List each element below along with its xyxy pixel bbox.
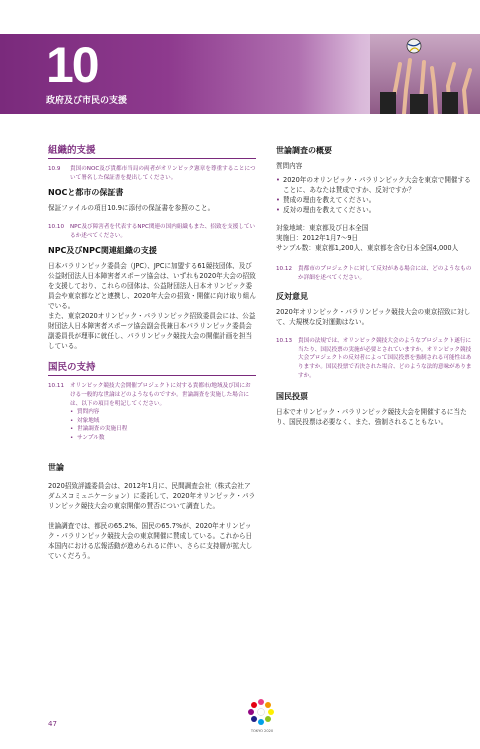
question-number: 10.9 [48,166,61,172]
heading-opposition: 反対意見 [276,292,308,302]
question-text: 貴国のNOC及び貴都市当局の両者がオリンピック憲章を尊重することについて署名した保証書を提出してください。 [70,166,256,181]
chapter-title: 政府及び市民の支援 [46,96,128,106]
survey-area: 対象地域：東京都及び日本全国 [276,224,369,232]
question-text: 貴都市のプロジェクトに対して反対がある場合には、どのようなものか詳細を述べてください。 [298,266,472,281]
list-item: • 2020年のオリンピック・パラリンピック大会を東京で開催することに、あなたは賛成ですか、反対ですか？ [276,175,476,195]
chapter-number: 10 [46,37,98,93]
question-number: 10.10 [48,224,65,231]
heading-npc-support: NPC及びNPC関連組織の支援 [48,246,157,256]
volleyball-photo [370,34,480,114]
list-item: • 賛成の理由を教えてください。 [276,195,476,205]
question-10-10 [48,223,256,240]
list-item: • サンプル数 [70,434,256,443]
section-heading-organizational-support: 組織的支援 [48,146,256,159]
body-paragraph: 保証ファイルの項目10.9に添付の保証書を参照のこと。 [48,204,215,213]
question-text: NPC及び障害者を代表するNPC関連の国内組織もまた、招致を支援しているか述べてください。 [70,224,256,239]
question-number: 10.11 [48,383,65,390]
section-heading-public-support: 国民の支持 [48,363,256,376]
list-item: • 反対の理由を教えてください。 [276,205,476,215]
question-text: 貴国の法規では、オリンピック競技大会のようなプロジェクト遂行に当たり、国民投票の実施が必要とされていますか。オリンピック競技大会プロジェクトの反対者によって国民投票を強制される可能性はありますか。国民投票で否決された場合、どのような法的意味がありますか。 [298,338,472,379]
page-number: 47 [48,720,57,728]
body-paragraph: また、東京2020オリンピック・パラリンピック招致委員会には、公益財団法人日本障害者スポーツ協会副会長兼日本パラリンピック委員会副委員長が理事に就任し、パラリンピック競技大会の開催計画を担当している。 [48,312,256,351]
body-paragraph: 2020招致評議委員会は、2012年1月に、民間調査会社（株式会社アダムスコミュニケーション）に委託して、2020年オリンピック・パラリンピック競技大会の東京開催の賛否について調査した。 [48,481,256,510]
body-paragraph: 日本でオリンピック・パラリンピック競技大会を開催するに当たり、国民投票は必要なく、また、強制されることもない。 [276,408,467,427]
survey-details [276,223,476,253]
list-item: • 世論調査の実施日程 [70,425,256,434]
question-number: 10.13 [276,338,293,345]
heading-public-opinion: 世論 [48,462,64,472]
logo-text: TOKYO 2020 [250,729,274,733]
body-paragraph: 世論調査では、都民の65.2%、国民の65.7%が、2020年オリンピック・パラリンピック競技大会の東京開催に賛成している。これから日本国内における広報活動が進められるに伴い、さらに支持層が拡大していくだろう。 [48,521,253,560]
heading-survey-overview: 世論調査の概要 [276,146,332,155]
heading-referendum: 国民投票 [276,392,308,402]
chapter-header [0,34,480,114]
list-item: • 対象地域 [70,417,256,426]
question-10-12 [276,265,476,282]
body-paragraph: 2020年オリンピック・パラリンピック競技大会の東京招致に対して、大規模な反対運動はない。 [276,308,471,327]
question-text [70,382,256,442]
question-10-13 [276,337,476,380]
survey-date: 実施日：2012年1月7～9日 [276,234,359,242]
question-body: オリンピック競技大会開催プロジェクトに対する貴都市/地域及び国における一般的な世論はどのようなものですか。世論調査を実施した場合には、以下の項目を明記してください。 [70,383,251,407]
right-column [276,146,476,433]
left-column [48,146,256,567]
heading-noc-city-guarantee: NOCと都市の保証書 [48,188,124,198]
survey-question-list [276,175,476,215]
tokyo-2020-logo-icon [246,697,276,731]
question-10-9 [48,165,256,182]
question-bullet-list [70,408,256,442]
list-item: • 質問内容 [70,408,256,417]
question-number: 10.12 [276,266,293,272]
body-paragraph: 日本パラリンピック委員会（JPC）、JPCに加盟する61競技団体、及び公益財団法人日本障害者スポーツ協会は、いずれも2020年大会の招致を支援しており、これらの団体は、公益財団法人日本オリンピック委員会や東京都などと連携し、2020年大会の招致・開催に向け取り組んでいる。 [48,262,256,311]
survey-sample: サンプル数：東京都1,200人、東京都を含む日本全国4,000人 [276,244,459,252]
survey-sub-heading: 質問内容 [276,162,303,170]
question-10-11 [48,382,256,442]
